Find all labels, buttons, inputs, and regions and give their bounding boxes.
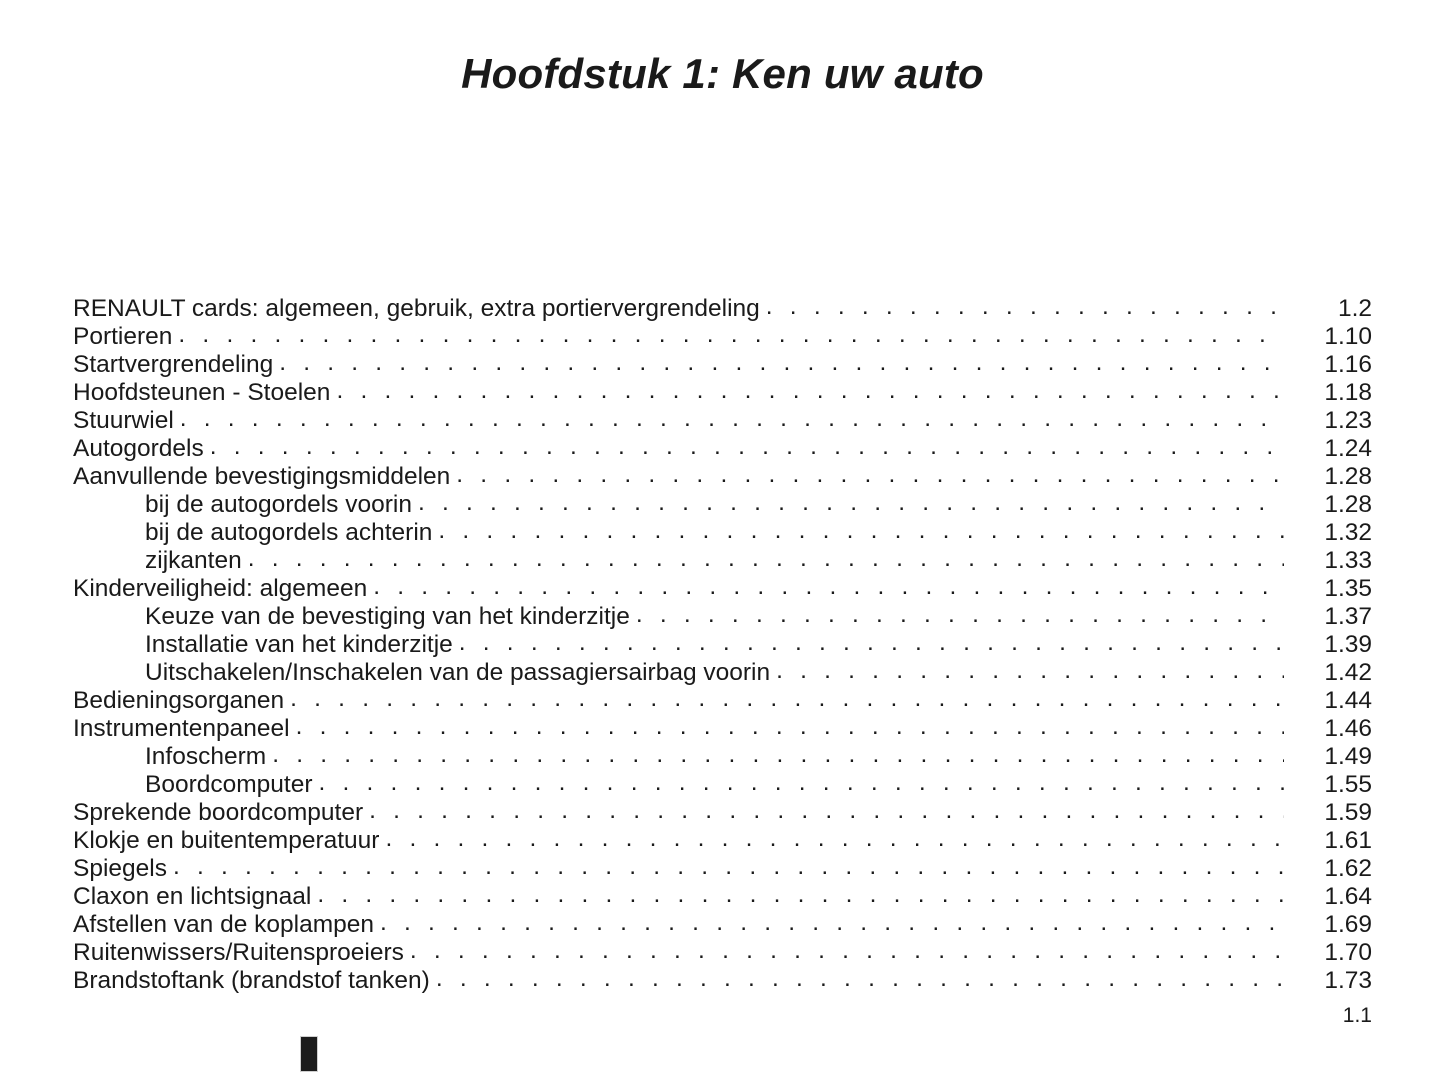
toc-entry-page-number: 1.64: [1324, 883, 1372, 910]
toc-entry-page-number: 1.32: [1324, 519, 1372, 546]
toc-entry[interactable]: [73, 936, 1372, 964]
toc-leader-dots: [178, 320, 1284, 344]
toc-entry-page-number: 1.39: [1324, 631, 1372, 658]
toc-entry-page-number: 1.46: [1324, 715, 1372, 742]
toc-entry[interactable]: [73, 628, 1372, 656]
toc-entry[interactable]: [73, 768, 1372, 796]
toc-leader-dots: [776, 656, 1284, 680]
toc-entry[interactable]: [73, 376, 1372, 404]
toc-entry-label: Afstellen van de koplampen: [73, 911, 374, 938]
toc-entry[interactable]: [73, 712, 1372, 740]
toc-leader-dots: [410, 936, 1284, 960]
toc-entry-page-number: 1.42: [1324, 659, 1372, 686]
toc-entry-page-number: 1.59: [1324, 799, 1372, 826]
toc-entry-label: Brandstoftank (brandstof tanken): [73, 967, 430, 994]
toc-leader-dots: [373, 572, 1284, 596]
toc-entry[interactable]: [73, 432, 1372, 460]
toc-leader-dots: [210, 432, 1284, 456]
toc-entry-label: Uitschakelen/Inschakelen van de passagiersairbag voorin: [145, 659, 771, 686]
toc-entry[interactable]: [73, 964, 1372, 992]
toc-entry-page-number: 1.28: [1324, 463, 1372, 490]
toc-entry-label: RENAULT cards: algemeen, gebruik, extra portiervergrendeling: [73, 295, 760, 322]
footer-page-number: 1.1: [1342, 1004, 1372, 1027]
toc-entry-label: Infoscherm: [145, 743, 267, 770]
toc-leader-dots: [272, 740, 1284, 764]
toc-entry-page-number: 1.49: [1324, 743, 1372, 770]
toc-entry[interactable]: [73, 320, 1372, 348]
toc-entry-page-number: 1.69: [1324, 911, 1372, 938]
toc-entry[interactable]: [73, 348, 1372, 376]
toc-entry-page-number: 1.2: [1337, 295, 1372, 322]
toc-entry-page-number: 1.23: [1324, 407, 1372, 434]
toc-entry-page-number: 1.16: [1324, 351, 1372, 378]
toc-leader-dots: [636, 600, 1284, 624]
toc-entry-label: Spiegels: [73, 855, 167, 882]
toc-leader-dots: [173, 852, 1284, 876]
toc-entry-label: Portieren: [73, 323, 173, 350]
thumb-index-tab-marker: [300, 1036, 318, 1072]
toc-entry-page-number: 1.18: [1324, 379, 1372, 406]
toc-leader-dots: [290, 684, 1284, 708]
toc-entry[interactable]: [73, 600, 1372, 628]
toc-entry[interactable]: [73, 880, 1372, 908]
toc-entry-label: zijkanten: [145, 547, 242, 574]
toc-entry-label: Autogordels: [73, 435, 204, 462]
toc-leader-dots: [369, 796, 1284, 820]
toc-leader-dots: [180, 404, 1284, 428]
toc-entry-label: Kinderveiligheid: algemeen: [73, 575, 368, 602]
toc-leader-dots: [336, 376, 1284, 400]
toc-entry[interactable]: [73, 460, 1372, 488]
toc-entry[interactable]: [73, 824, 1372, 852]
toc-entry-page-number: 1.62: [1324, 855, 1372, 882]
toc-entry[interactable]: [73, 292, 1372, 320]
toc-entry-page-number: 1.55: [1324, 771, 1372, 798]
toc-entry-label: Startvergrendeling: [73, 351, 274, 378]
toc-leader-dots: [380, 908, 1284, 932]
toc-entry-page-number: 1.44: [1324, 687, 1372, 714]
toc-entry[interactable]: [73, 516, 1372, 544]
toc-leader-dots: [319, 768, 1284, 792]
toc-entry[interactable]: [73, 740, 1372, 768]
toc-entry[interactable]: [73, 796, 1372, 824]
toc-entry-page-number: 1.70: [1324, 939, 1372, 966]
toc-leader-dots: [459, 628, 1284, 652]
toc-leader-dots: [418, 488, 1284, 512]
toc-entry-label: Ruitenwissers/Ruitensproeiers: [73, 939, 404, 966]
toc-entry[interactable]: [73, 488, 1372, 516]
toc-leader-dots: [766, 292, 1284, 316]
toc-entry-label: Sprekende boordcomputer: [73, 799, 364, 826]
toc-entry[interactable]: [73, 684, 1372, 712]
toc-entry-label: bij de autogordels achterin: [145, 519, 433, 546]
toc-leader-dots: [436, 964, 1284, 988]
toc-entry-page-number: 1.35: [1324, 575, 1372, 602]
toc-entry-page-number: 1.73: [1324, 967, 1372, 994]
toc-entry-label: Instrumentenpaneel: [73, 715, 290, 742]
toc-entry-page-number: 1.24: [1324, 435, 1372, 462]
toc-entry[interactable]: [73, 656, 1372, 684]
toc-entry-label: Aanvullende bevestigingsmiddelen: [73, 463, 451, 490]
toc-entry[interactable]: [73, 544, 1372, 572]
toc-entry[interactable]: [73, 572, 1372, 600]
page-title: Hoofdstuk 1: Ken uw auto: [461, 50, 984, 98]
toc-entry-label: Bedieningsorganen: [73, 687, 285, 714]
toc-entry-label: Claxon en lichtsignaal: [73, 883, 312, 910]
toc-entry-label: Klokje en buitentemperatuur: [73, 827, 380, 854]
toc-leader-dots: [456, 460, 1284, 484]
toc-leader-dots: [317, 880, 1284, 904]
toc-entry-page-number: 1.33: [1324, 547, 1372, 574]
toc-leader-dots: [248, 544, 1284, 568]
toc-entry-page-number: 1.28: [1324, 491, 1372, 518]
toc-entry-label: bij de autogordels voorin: [145, 491, 412, 518]
toc-entry[interactable]: [73, 908, 1372, 936]
toc-entry-label: Stuurwiel: [73, 407, 174, 434]
table-of-contents: [73, 292, 1372, 992]
toc-leader-dots: [279, 348, 1284, 372]
toc-entry-page-number: 1.61: [1324, 827, 1372, 854]
toc-entry-label: Boordcomputer: [145, 771, 313, 798]
toc-entry-label: Installatie van het kinderzitje: [145, 631, 453, 658]
toc-entry-label: Keuze van de bevestiging van het kinderzitje: [145, 603, 630, 630]
toc-entry-page-number: 1.37: [1324, 603, 1372, 630]
toc-entry-page-number: 1.10: [1324, 323, 1372, 350]
toc-leader-dots: [385, 824, 1284, 848]
toc-entry[interactable]: [73, 852, 1372, 880]
toc-leader-dots: [296, 712, 1284, 736]
toc-entry[interactable]: [73, 404, 1372, 432]
toc-entry-label: Hoofdsteunen - Stoelen: [73, 379, 331, 406]
toc-leader-dots: [438, 516, 1284, 540]
